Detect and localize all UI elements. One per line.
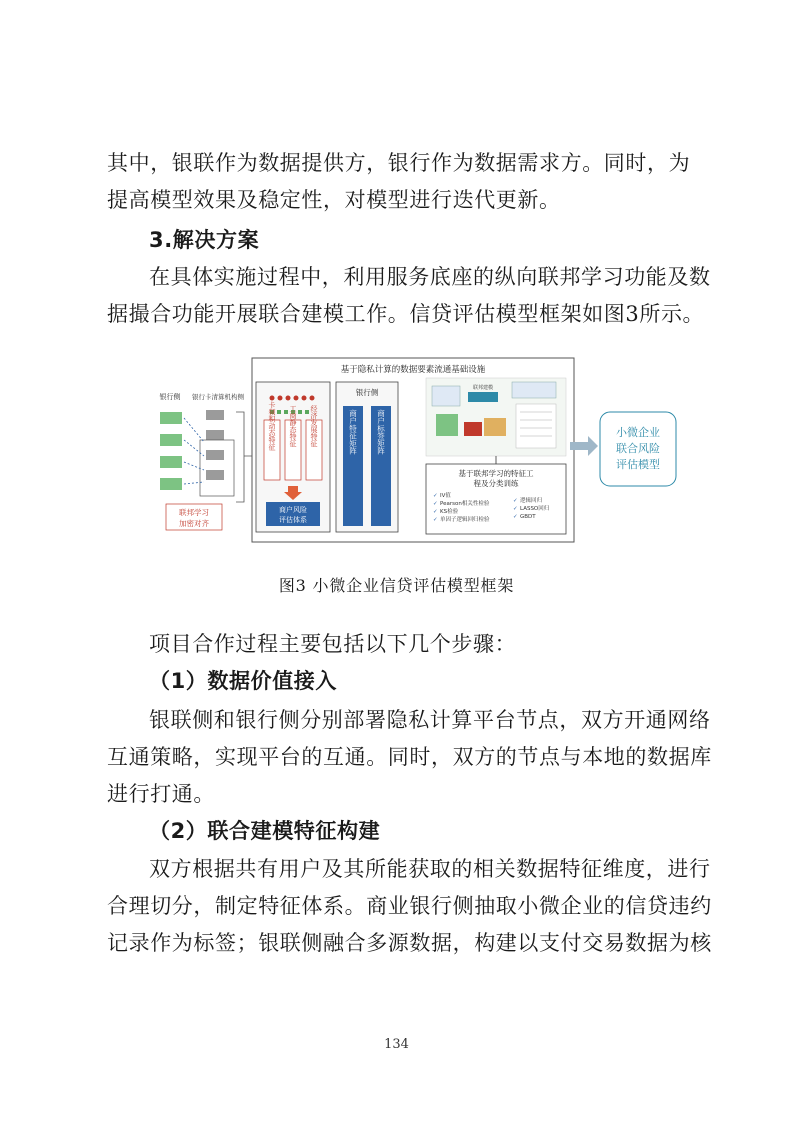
svg-text:✓: ✓ <box>433 509 438 515</box>
paragraph-line: 记录作为标签；银联侧融合多源数据，构建以支付交易数据为核 <box>107 931 712 955</box>
check-item: GBDT <box>520 514 536 520</box>
feature-col-2: 工商静态特征 <box>289 405 297 447</box>
model-line-1: 小微企业 <box>616 426 660 439</box>
paragraph-line: 银联侧和银行侧分别部署隐私计算平台节点，双方开通网络 <box>149 708 711 732</box>
check-item: IV值 <box>440 493 451 499</box>
clearing-box <box>200 440 234 496</box>
step-heading: （1）数据价值接入 <box>149 669 338 693</box>
check-item: 逻辑回归 <box>520 498 543 504</box>
check-item: 单因子逻辑回归检验 <box>440 517 490 523</box>
model-line-2: 联合风险 <box>616 442 660 455</box>
svg-text:✓: ✓ <box>513 506 518 512</box>
check-item: KS检验 <box>440 509 459 515</box>
checks-title-2: 程及分类训练 <box>473 479 519 488</box>
model-line-3: 评估模型 <box>616 458 660 471</box>
merchant-risk-2: 评估体系 <box>279 516 307 524</box>
bank-col-1: 商户特征矩阵 <box>348 409 358 455</box>
svg-text:✓: ✓ <box>433 493 438 499</box>
paragraph-line: 项目合作过程主要包括以下几个步骤： <box>149 632 517 656</box>
svg-text:✓: ✓ <box>513 514 518 520</box>
paragraph-line: 在具体实施过程中，利用服务底座的纵向联邦学习功能及数 <box>149 265 711 289</box>
check-item: Pearson相关性检验 <box>440 501 490 507</box>
paragraph-line: 其中，银联作为数据提供方，银行作为数据需求方。同时，为 <box>107 151 691 175</box>
merchant-risk-1: 商户风险 <box>279 506 307 514</box>
figure-caption: 图3 小微企业信贷评估模型框架 <box>278 576 515 595</box>
fed-label-1: 联邦学习 <box>179 508 209 517</box>
dashed-arrows <box>184 418 204 484</box>
clearing-icons <box>206 410 224 480</box>
step-heading: （2）联合建模特征构建 <box>149 819 381 843</box>
paragraph-line: 合理切分，制定特征体系。商业银行侧抽取小微企业的信贷违约 <box>107 894 712 918</box>
check-item: LASSO回归 <box>520 506 550 512</box>
feature-col-3: 经济发展特征 <box>310 405 318 447</box>
page-number: 134 <box>384 1037 409 1052</box>
paragraph-line: 进行打通。 <box>107 782 215 806</box>
flow-label: 联邦建模 <box>472 385 494 391</box>
fig-mid-label: 银行卡清算机构侧 <box>192 393 244 401</box>
fig-left-label: 银行侧 <box>159 393 181 401</box>
feature-col-1: 卡频积动态特征 <box>268 401 276 451</box>
svg-text:✓: ✓ <box>433 501 438 507</box>
checks-title-1: 基于联邦学习的特征工 <box>458 469 534 478</box>
bracket <box>236 412 252 502</box>
svg-text:✓: ✓ <box>513 498 518 504</box>
bank-side-label: 银行侧 <box>355 388 379 397</box>
paragraph-line: 双方根据共有用户及其所能获取的相关数据特征维度，进行 <box>149 857 711 881</box>
figure-diagram <box>140 352 680 548</box>
svg-text:✓: ✓ <box>433 517 438 523</box>
paragraph-line: 互通策略，实现平台的互通。同时，双方的节点与本地的数据库 <box>107 745 712 769</box>
section-heading: 3.解决方案 <box>149 228 260 252</box>
paragraph-line: 据撮合功能开展联合建模工作。信贷评估模型框架如图3所示。 <box>107 302 705 326</box>
fed-label-2: 加密对齐 <box>179 519 209 528</box>
bank-col-2: 商户标签矩阵 <box>376 409 386 455</box>
paragraph-line: 提高模型效果及稳定性，对模型进行迭代更新。 <box>107 188 561 212</box>
bank-icons-left <box>160 412 182 490</box>
fig-title: 基于隐私计算的数据要素流通基础设施 <box>340 365 486 375</box>
